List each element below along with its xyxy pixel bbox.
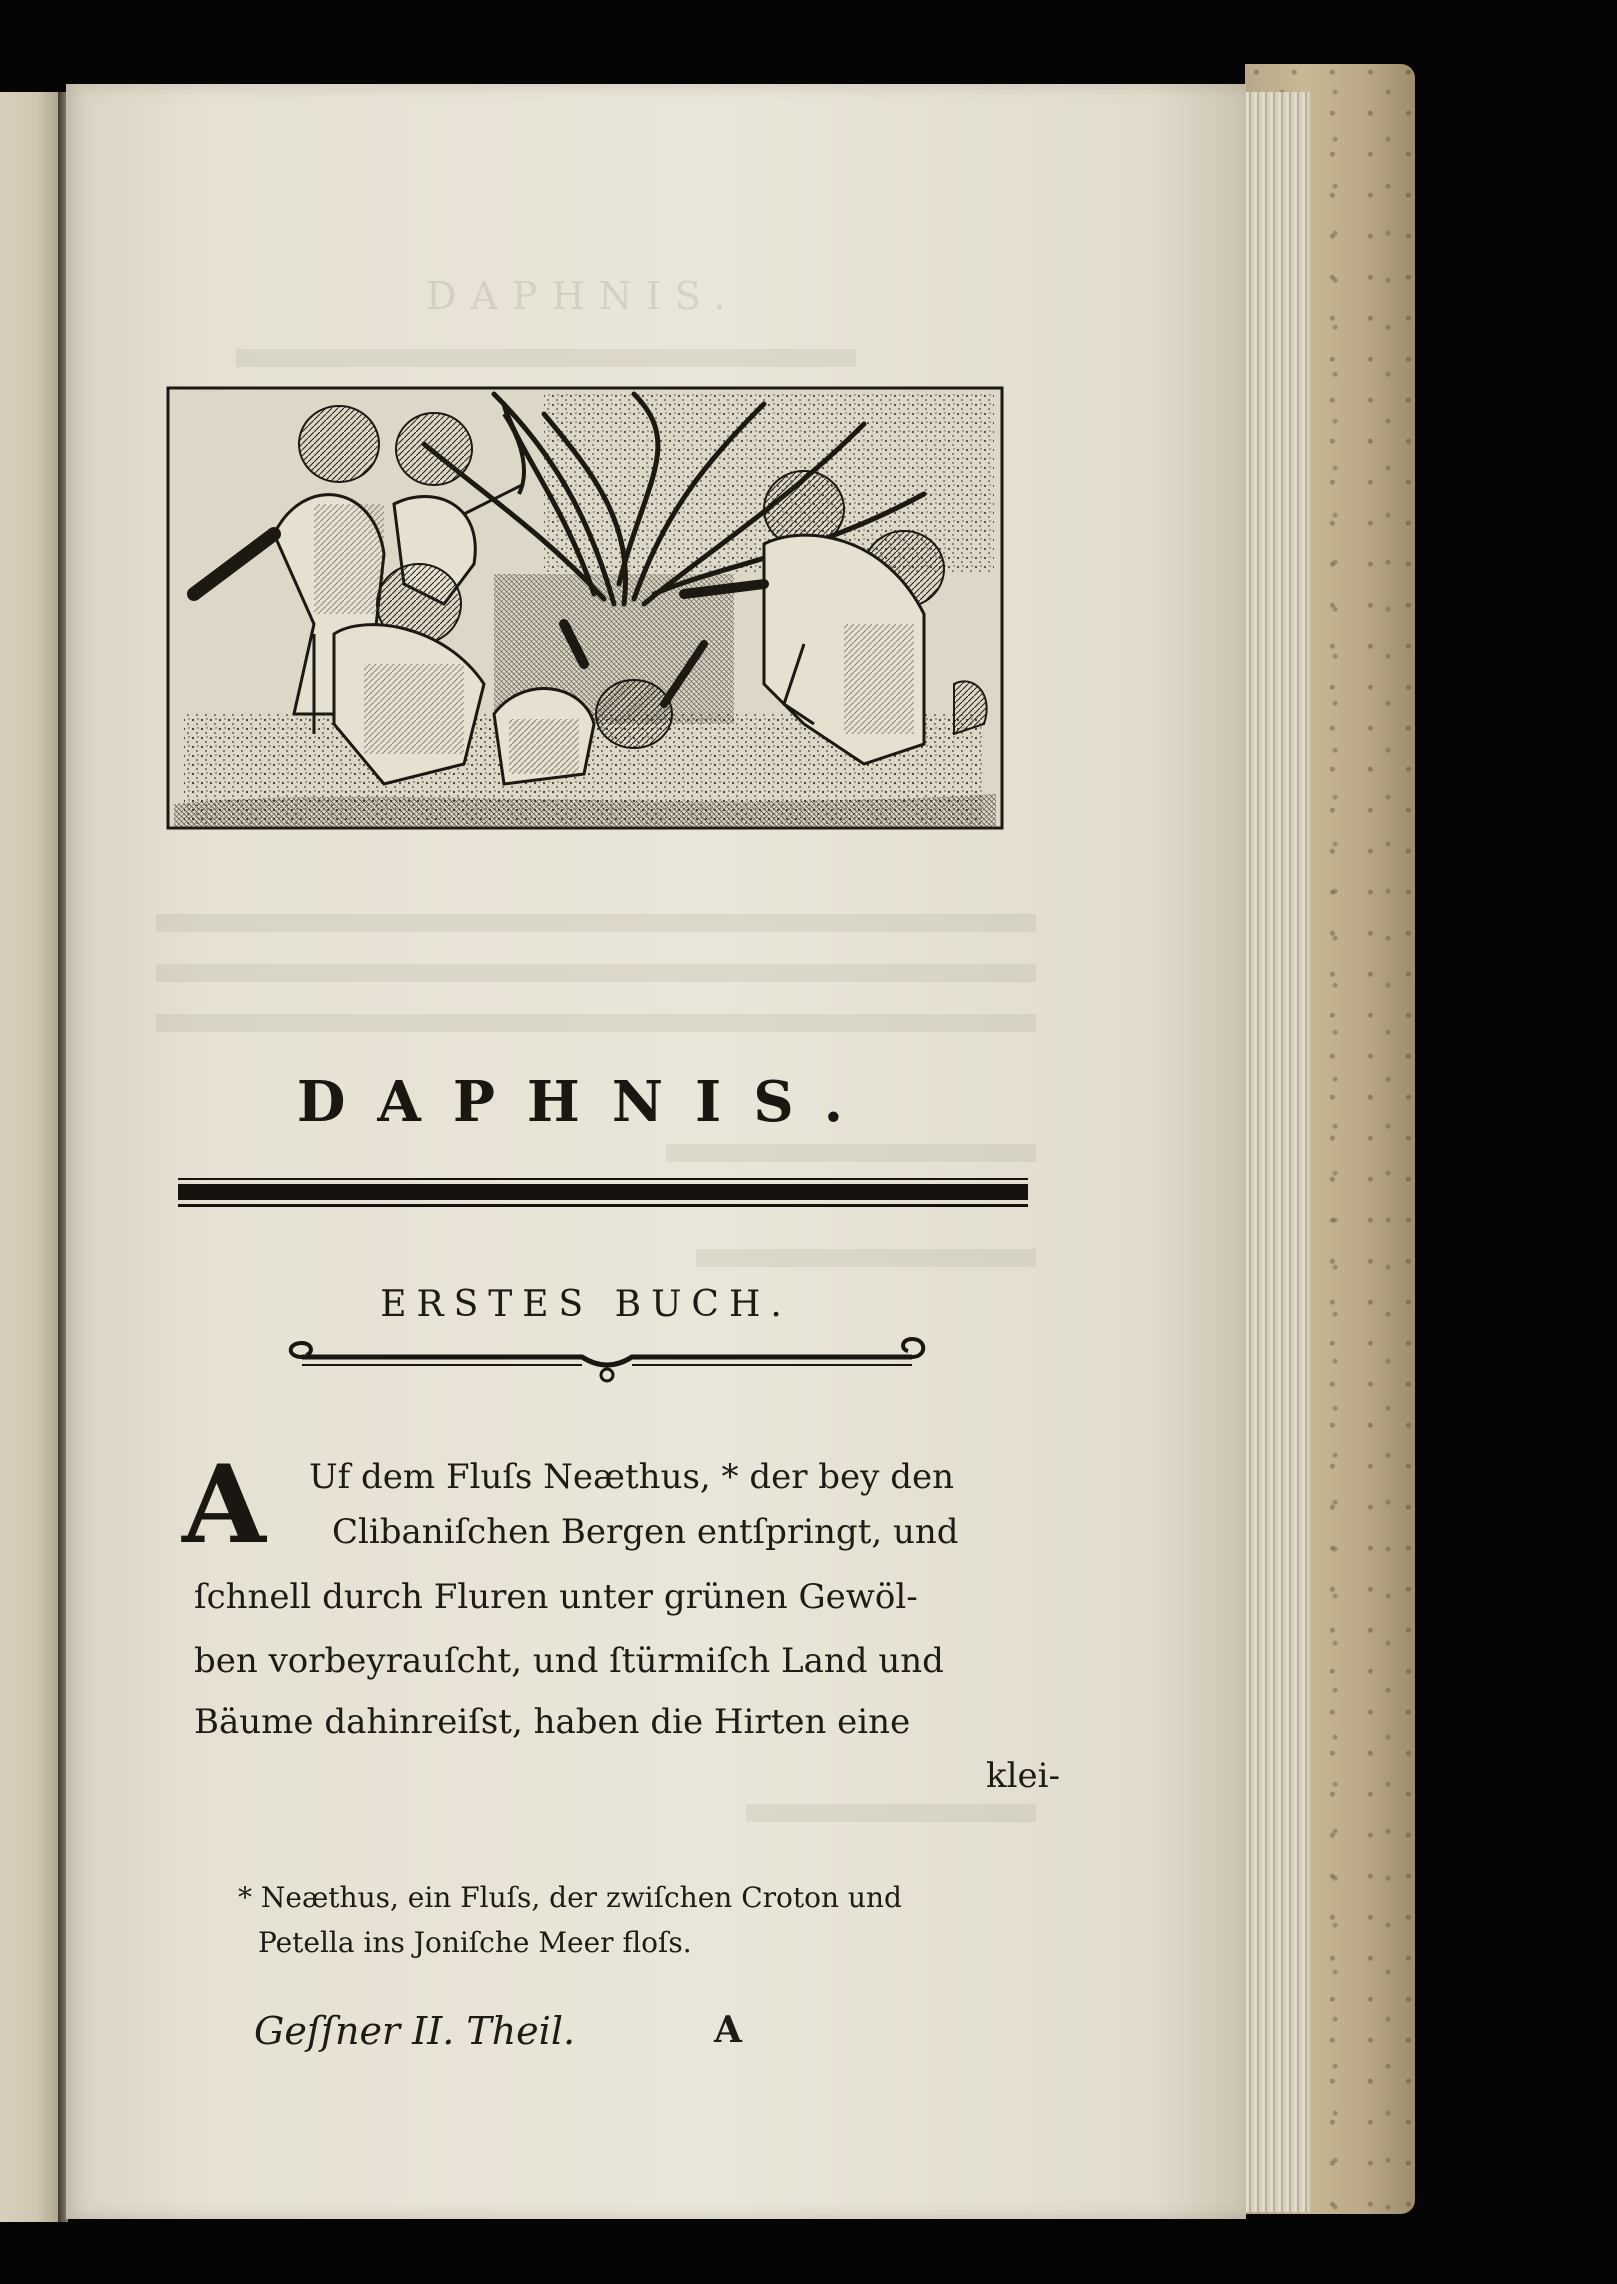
footnote-line-1: * Neæthus, ein Fluſs, der zwiſchen Croton und: [238, 1881, 902, 1914]
show-through-line: [666, 1144, 1036, 1162]
show-through-line: [236, 349, 856, 367]
book-page: [66, 84, 1246, 2219]
title-rule-thin-bottom: [178, 1204, 1028, 1207]
facing-page-edge: [0, 92, 65, 2222]
show-through-line: [156, 914, 1036, 932]
page-title: DAPHNIS.: [296, 1069, 876, 1135]
show-through-line: [696, 1249, 1036, 1267]
title-rule-thick: [178, 1184, 1028, 1200]
catchword: klei-: [986, 1756, 1060, 1796]
show-through-line: [156, 1014, 1036, 1032]
body-line-1: Uf dem Fluſs Neæthus, * der bey den: [309, 1457, 954, 1497]
section-heading: ERSTES BUCH.: [380, 1284, 792, 1325]
body-line-3: ſchnell durch Fluren unter grünen Gewöl-: [194, 1577, 918, 1617]
show-through-text: DAPHNIS.: [426, 274, 740, 318]
show-through-line: [746, 1804, 1036, 1822]
engraving-vignette: [164, 384, 1006, 834]
body-line-2: Clibaniſchen Bergen entſpringt, und: [332, 1512, 959, 1552]
body-line-4: ben vorbeyrauſcht, und ſtürmiſch Land und: [194, 1641, 944, 1681]
signature-line: Geſſner II. Theil.: [254, 2009, 576, 2053]
show-through-line: [156, 964, 1036, 982]
drop-cap: A: [182, 1442, 266, 1568]
signature-mark: A: [714, 2009, 742, 2051]
footnote-line-2: Petella ins Joniſche Meer floſs.: [258, 1926, 692, 1959]
flourish-ornament: [282, 1329, 932, 1389]
title-rule-thin-top: [178, 1178, 1028, 1180]
body-line-5: Bäume dahinreiſst, haben die Hirten eine: [194, 1702, 911, 1742]
